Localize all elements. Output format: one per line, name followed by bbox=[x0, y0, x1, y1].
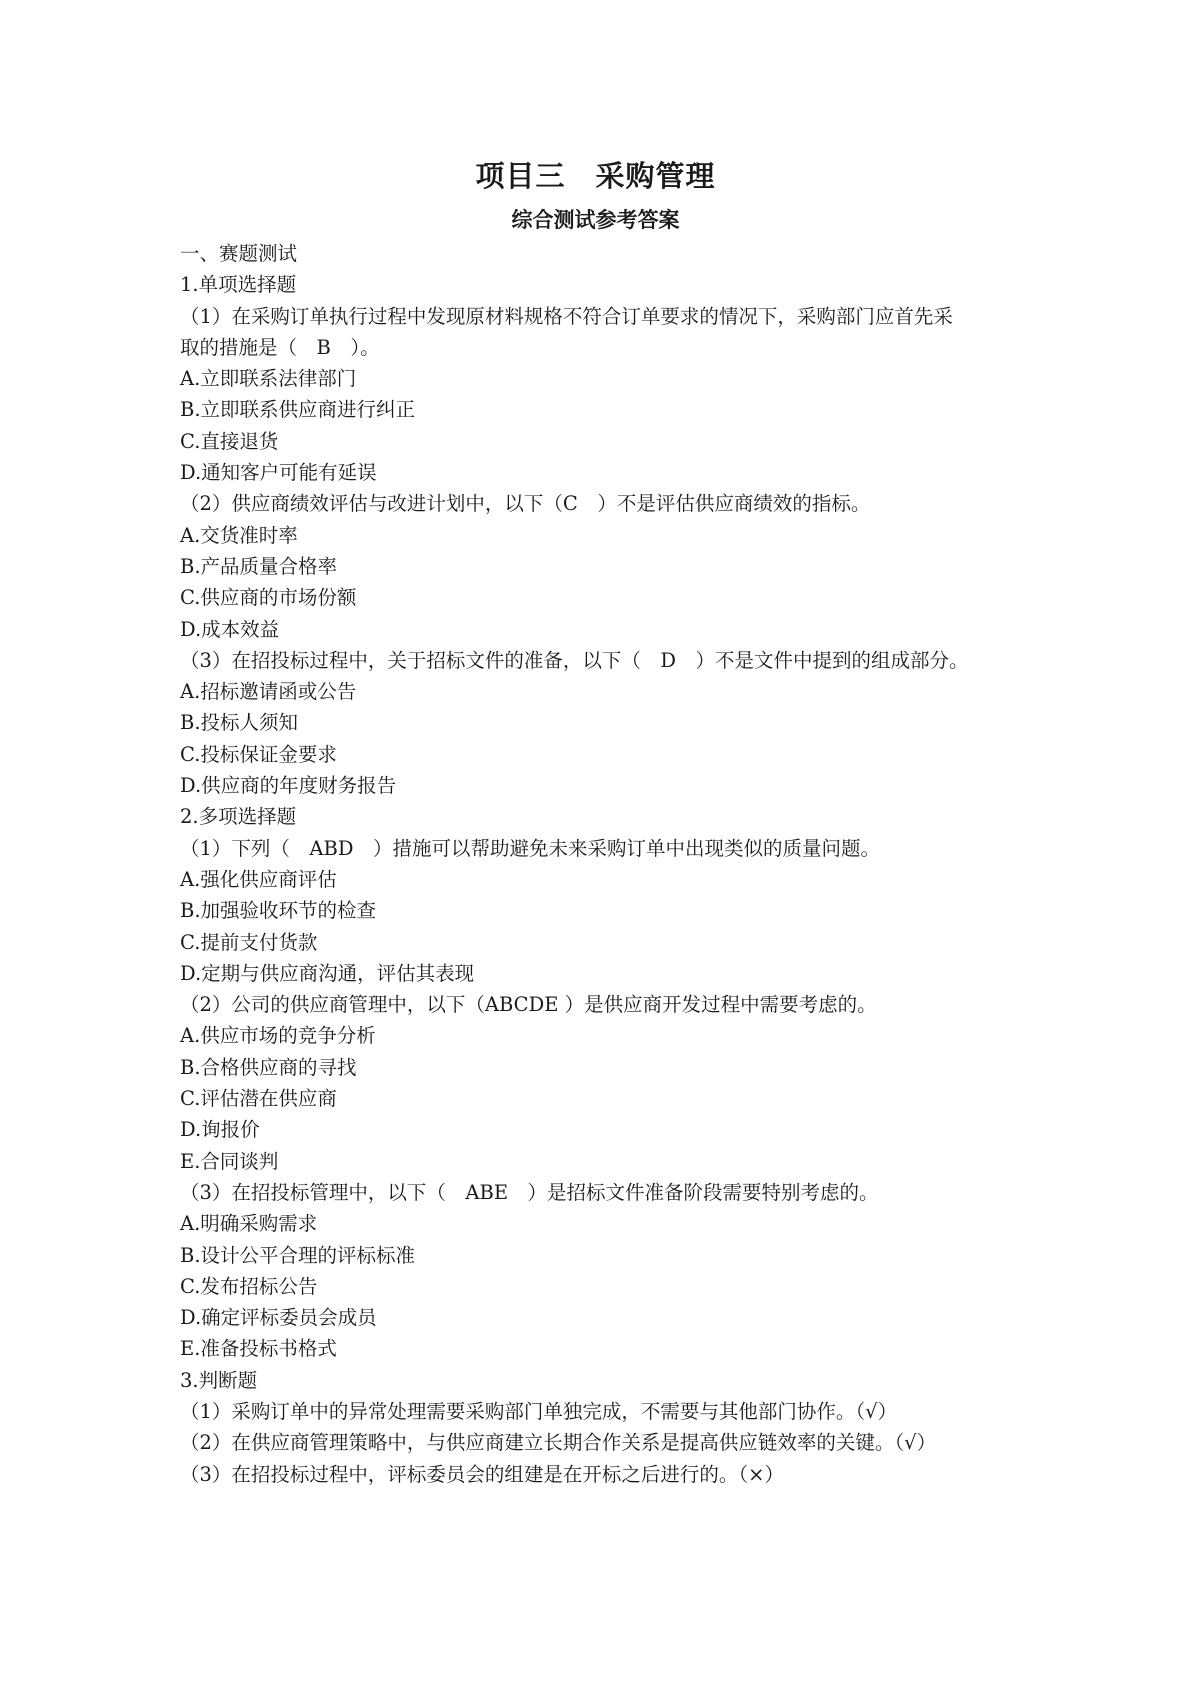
question-text: （2）供应商绩效评估与改进计划中，以下（C ）不是评估供应商绩效的指标。 bbox=[180, 492, 871, 516]
answer-option: D.通知客户可能有延误 bbox=[180, 461, 377, 485]
answer-option: C.投标保证金要求 bbox=[180, 742, 337, 766]
answer-option: A.招标邀请函或公告 bbox=[180, 680, 357, 704]
question-text: 取的措施是（ B ）。 bbox=[180, 335, 380, 359]
question-text: （2）公司的供应商管理中，以下（ABCDE ）是供应商开发过程中需要考虑的。 bbox=[180, 993, 877, 1017]
question-text: （1）下列（ ABD ）措施可以帮助避免未来采购订单中出现类似的质量问题。 bbox=[180, 836, 880, 860]
judgement-item: （3）在招投标过程中，评标委员会的组建是在开标之后进行的。（×） bbox=[180, 1462, 784, 1486]
answer-option: B.产品质量合格率 bbox=[180, 554, 338, 578]
document-subtitle: 综合测试参考答案 bbox=[511, 208, 680, 232]
answer-option: D.询报价 bbox=[180, 1118, 260, 1142]
answer-option: A.强化供应商评估 bbox=[180, 867, 337, 891]
answer-option: D.定期与供应商沟通，评估其表现 bbox=[180, 961, 475, 985]
question-text: （3）在招投标过程中，关于招标文件的准备，以下（ D ）不是文件中提到的组成部分。 bbox=[180, 648, 969, 672]
answer-option: C.评估潜在供应商 bbox=[180, 1087, 337, 1111]
answer-option: E.合同谈判 bbox=[180, 1149, 279, 1173]
document-body bbox=[180, 238, 1040, 1490]
answer-option: B.合格供应商的寻找 bbox=[180, 1055, 357, 1079]
question-text: （1）在采购订单执行过程中发现原材料规格不符合订单要求的情况下，采购部门应首先采 bbox=[180, 304, 953, 328]
answer-option: C.提前支付货款 bbox=[180, 930, 318, 954]
answer-option: A.交货准时率 bbox=[180, 523, 298, 547]
answer-option: D.确定评标委员会成员 bbox=[180, 1306, 377, 1330]
subsection-heading: 3.判断题 bbox=[180, 1368, 258, 1392]
answer-option: E.准备投标书格式 bbox=[180, 1337, 337, 1361]
subsection-heading: 2.多项选择题 bbox=[180, 805, 297, 829]
answer-option: B.设计公平合理的评标标准 bbox=[180, 1243, 416, 1267]
document-title: 项目三 采购管理 bbox=[475, 159, 716, 193]
answer-option: A.明确采购需求 bbox=[180, 1212, 318, 1236]
judgement-item: （2）在供应商管理策略中，与供应商建立长期合作关系是提高供应链效率的关键。（√） bbox=[180, 1431, 937, 1455]
answer-option: D.供应商的年度财务报告 bbox=[180, 774, 397, 798]
judgement-item: （1）采购订单中的异常处理需要采购部门单独完成，不需要与其他部门协作。（√） bbox=[180, 1399, 898, 1423]
section-heading: 一、赛题测试 bbox=[180, 242, 298, 265]
answer-option: B.立即联系供应商进行纠正 bbox=[180, 398, 416, 422]
answer-option: B.投标人须知 bbox=[180, 711, 299, 735]
answer-option: C.直接退货 bbox=[180, 429, 279, 453]
answer-option: C.供应商的市场份额 bbox=[180, 586, 357, 610]
answer-option: D.成本效益 bbox=[180, 617, 280, 641]
answer-option: A.供应市场的竞争分析 bbox=[180, 1024, 376, 1048]
answer-option: A.立即联系法律部门 bbox=[180, 367, 357, 391]
answer-option: B.加强验收环节的检查 bbox=[180, 899, 377, 923]
subsection-heading: 1.单项选择题 bbox=[180, 273, 297, 297]
question-text: （3）在招投标管理中，以下（ ABE ）是招标文件准备阶段需要特别考虑的。 bbox=[180, 1180, 879, 1204]
answer-option: C.发布招标公告 bbox=[180, 1274, 318, 1298]
